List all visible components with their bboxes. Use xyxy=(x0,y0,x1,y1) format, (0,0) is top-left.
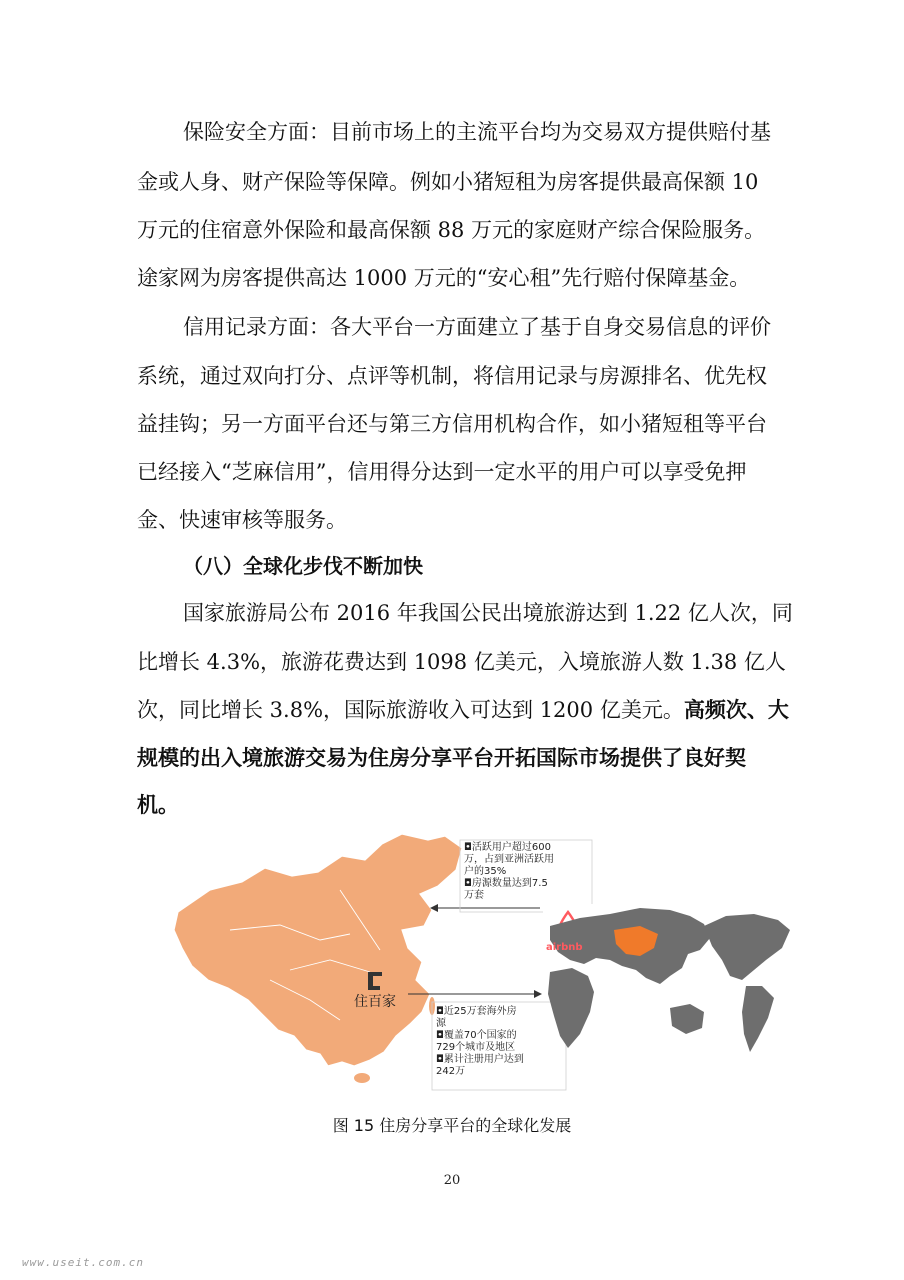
global-bold-line-1: 规模的出入境旅游交易为住房分享平台开拓国际市场提供了良好契 xyxy=(137,746,746,770)
world-map-australia xyxy=(670,1004,704,1034)
globalization-figure xyxy=(170,830,810,1100)
global-line-3-text: 次，同比增长 3.8%，国际旅游收入可达到 1200 亿美元。 xyxy=(137,698,684,722)
china-map xyxy=(174,834,462,1066)
credit-line-3: 益挂钩；另一方面平台还与第三方信用机构合作，如小猪短租等平台 xyxy=(137,412,767,436)
airbnb-logo-text: airbnb xyxy=(546,942,583,953)
insurance-line-4: 途家网为房客提供高达 1000 万元的“安心租”先行赔付保障基金。 xyxy=(137,266,751,290)
insurance-line-2: 金或人身、财产保险等保障。例如小猪短租为房客提供最高保额 10 xyxy=(137,170,759,194)
watermark: www.useit.com.cn xyxy=(22,1256,144,1269)
figure-caption: 图 15 住房分享平台的全球化发展 xyxy=(332,1116,572,1135)
global-bold-line-2: 机。 xyxy=(137,793,179,817)
airbnb-callout xyxy=(464,842,554,902)
airbnb-callout-line: ◘房源数量达到7.5 xyxy=(464,878,548,889)
zhubaijia-callout xyxy=(436,1006,524,1078)
zhubaijia-callout-line: ◘近25万套海外房 xyxy=(436,1006,517,1017)
global-line-1: 国家旅游局公布 2016 年我国公民出境旅游达到 1.22 亿人次，同 xyxy=(183,601,793,625)
zhubaijia-callout-line: ◘覆盖70个国家的 xyxy=(436,1030,517,1041)
airbnb-callout-line: ◘活跃用户超过600 xyxy=(464,842,551,853)
global-bold-inline: 高频次、大 xyxy=(683,698,789,722)
credit-line-1: 信用记录方面：各大平台一方面建立了基于自身交易信息的评价 xyxy=(183,315,771,339)
section-heading: （八）全球化步伐不断加快 xyxy=(183,554,423,578)
zhubaijia-label: 住百家 xyxy=(354,994,396,1010)
zhubaijia-callout-line: ◘累计注册用户达到 xyxy=(436,1054,524,1065)
world-map-north-america xyxy=(704,914,790,980)
zhubaijia-callout-line: 源 xyxy=(436,1018,446,1029)
zhubaijia-callout-line: 729个城市及地区 xyxy=(436,1042,516,1053)
global-line-3 xyxy=(137,700,789,721)
insurance-line-3: 万元的住宿意外保险和最高保额 88 万元的家庭财产综合保险服务。 xyxy=(137,218,766,242)
airbnb-callout-line: 万套 xyxy=(464,890,484,901)
hainan-island xyxy=(354,1073,370,1083)
zhubaijia-callout-line: 242万 xyxy=(436,1066,466,1077)
page-number: 20 xyxy=(443,1173,461,1188)
insurance-line-1: 保险安全方面：目前市场上的主流平台均为交易双方提供赔付基 xyxy=(183,120,771,144)
airbnb-callout-line: 户的35% xyxy=(464,866,507,877)
airbnb-callout-line: 万，占到亚洲活跃用 xyxy=(464,854,554,865)
global-line-2: 比增长 4.3%，旅游花费达到 1098 亿美元，入境旅游人数 1.38 亿人 xyxy=(137,650,786,674)
credit-line-5: 金、快速审核等服务。 xyxy=(137,508,347,532)
world-map-africa xyxy=(548,968,594,1048)
credit-line-2: 系统，通过双向打分、点评等机制，将信用记录与房源排名、优先权 xyxy=(137,364,767,388)
credit-line-4: 已经接入“芝麻信用”，信用得分达到一定水平的用户可以享受免押 xyxy=(137,460,747,484)
world-map-south-america xyxy=(742,986,774,1052)
